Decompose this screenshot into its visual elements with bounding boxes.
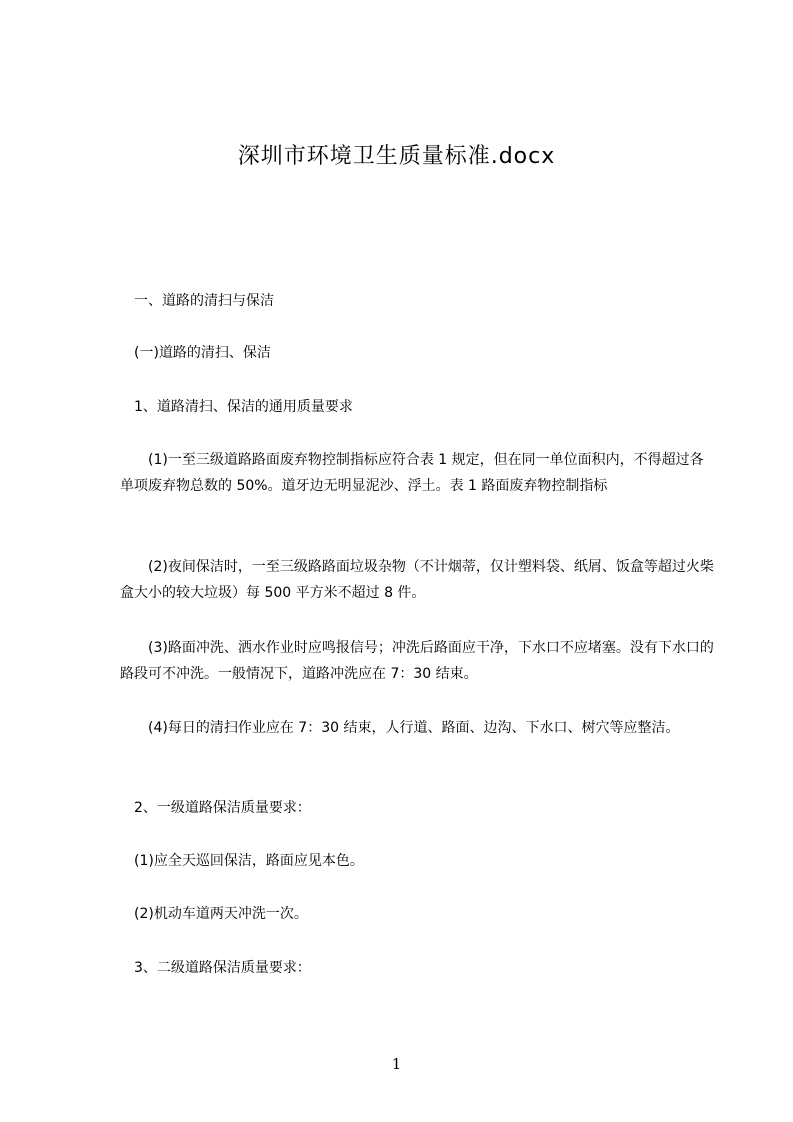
paragraph-requirement-1: (1)一至三级道路路面废弃物控制指标应符合表 1 规定，但在同一单位面积内，不得超过各单项废弃物总数的 50%。道牙边无明显泥沙、浮土。表 1 路面废弃物控制指标: [120, 452, 704, 494]
paragraph-level1-1: (1)应全天巡回保洁，路面应见本色。: [134, 853, 364, 869]
heading-item-2: 2、一级道路保洁质量要求：: [134, 800, 311, 816]
paragraph-requirement-4: (4)每日的清扫作业应在 7：30 结束，人行道、路面、边沟、下水口、树穴等应整洁。: [148, 720, 680, 736]
paragraph-requirement-2: (2)夜间保洁时，一至三级路路面垃圾杂物（不计烟蒂，仅计塑料袋、纸屑、饭盒等超过火柴盒大小的较大垃圾）每 500 平方米不超过 8 件。: [120, 559, 714, 601]
page-number: 1: [391, 1055, 402, 1073]
paragraph-level1-2: (2)机动车道两天冲洗一次。: [134, 906, 308, 922]
heading-section-1: 一、道路的清扫与保洁: [134, 293, 274, 309]
heading-item-3: 3、二级道路保洁质量要求：: [134, 960, 311, 976]
document-title: 深圳市环境卫生质量标准.docx: [237, 144, 556, 169]
heading-subsection-1: (一)道路的清扫、保洁: [134, 345, 271, 361]
heading-item-1: 1、道路清扫、保洁的通用质量要求: [134, 399, 353, 415]
paragraph-requirement-3: (3)路面冲洗、洒水作业时应鸣报信号；冲洗后路面应干净，下水口不应堵塞。没有下水口的路段可不冲洗。一般情况下，道路冲洗应在 7：30 结束。: [120, 640, 714, 682]
